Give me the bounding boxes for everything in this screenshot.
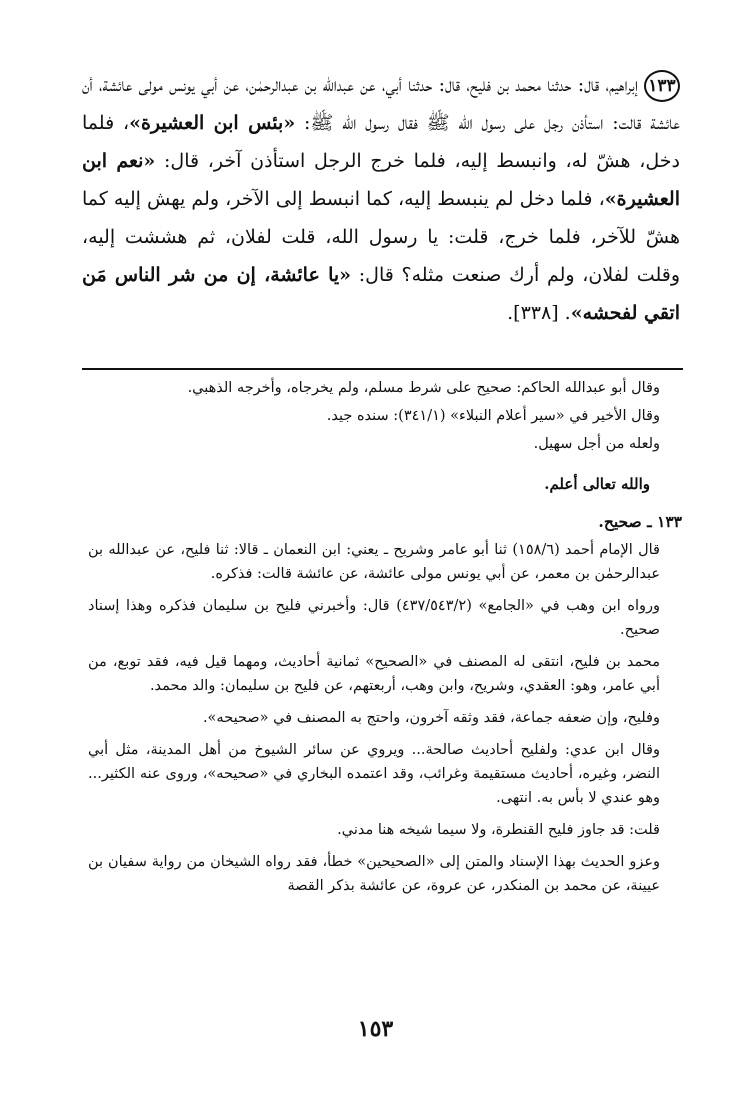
footnote-paragraph: قلت: قد جاوز فليح القنطرة، ولا سيما شيخه هنا مدني. bbox=[337, 822, 660, 838]
hadith-number-badge: ١٣٣ bbox=[644, 70, 680, 102]
hadith-quote-2: «نعم ابن العشيرة» bbox=[82, 150, 680, 210]
footnote-paragraph: وقال ابن عدي: ولفليح أحاديث صالحة... ويروي عن سائر الشيوخ من أهل المدينة، مثل أبي النضر، وغيره، أحاديث مستقيمة وغرائب، وقد اعتمده البخاري في «صحيحه»، وروى عنه الكثير... وهو عندي لا بأس به. انتهى. bbox=[88, 742, 660, 806]
footnote-paragraph: وعزو الحديث بهذا الإسناد والمتن إلى «الصحيحين» خطأ، فقد رواه الشيخان من رواية سفيان بن عيينة، عن محمد بن المنكدر، عن عروة، عن عائشة بذكر القصة bbox=[88, 854, 660, 894]
footnote-paragraph: وقال أبو عبدالله الحاكم: صحيح على شرط مسلم، ولم يخرجاه، وأخرجه الذهبي. bbox=[187, 380, 660, 396]
footnote-divider bbox=[82, 368, 683, 370]
hadith-text bbox=[82, 66, 680, 332]
hadith-segment-1: إبراهيم، قال: حدثنا محمد بن فليح، قال: حدثنا أبي، عن عبدالله بن عبدالرحمٰن، عن أبي يونس مولى عائشة، أن عائشة قالت: استأذن رجل على رسول الله ﷺ فقال رسول الله ﷺ: bbox=[82, 74, 680, 134]
page-number: ١٥٣ bbox=[357, 1016, 394, 1042]
section-heading: ١٣٣ ـ صحيح. bbox=[598, 512, 682, 531]
footnotes bbox=[88, 376, 682, 902]
closing-phrase: والله تعالى أعلم. bbox=[544, 475, 650, 493]
footnote-paragraph: ورواه ابن وهب في «الجامع» (٤٣٧/٥٤٣/٢) قال: وأخبرني فليح بن سليمان فذكره وهذا إسناد صحيح. bbox=[88, 598, 660, 638]
footnote-paragraph: وفليح، وإن ضعفه جماعة، فقد وثقه آخرون، واحتج به المصنف في «صحيحه». bbox=[202, 710, 660, 726]
footnote-paragraph: محمد بن فليح، انتقى له المصنف في «الصحيح» ثمانية أحاديث، ومهما قيل فيه، فقد توبع، من أبي عامر، وهو: العقدي، وشريح، وابن وهب، أربعتهم، عن فليح بن سليمان: والد محمد. bbox=[88, 654, 660, 694]
footnote-paragraph: قال الإمام أحمد (١٥٨/٦) ثنا أبو عامر وشريح ـ يعني: ابن النعمان ـ قالا: ثنا فليح، عن عبدالله بن عبدالرحمٰن بن معمر، عن أبي يونس مولى عائشة، عن عائشة قالت: فذكره. bbox=[88, 542, 660, 582]
hadith-quote-3: «يا عائشة، إن من شر الناس مَن اتقي لفحشه» bbox=[82, 264, 680, 324]
hadith-segment-4: . [٣٣٨]. bbox=[507, 302, 571, 324]
hadith-quote-1: «بئس ابن العشيرة» bbox=[129, 112, 296, 134]
footnote-paragraph: وقال الأخير في «سير أعلام النبلاء» (٣٤١/١): سنده جيد. bbox=[326, 408, 660, 424]
footnote-paragraph: ولعله من أجل سهيل. bbox=[533, 436, 660, 452]
hadith-segment-3: ، فلما دخل لم ينبسط إليه، كما انبسط إلى الآخر، ولم يهش إليه كما هشّ للآخر، فلما خرج، قلت: يا رسول الله، قلت لفلان، ثم هششت إليه، وقلت لفلان، ولم أرك صنعت مثله؟ قال: bbox=[82, 188, 680, 286]
hadith-segment-2: ، فلما دخل، هشّ له، وانبسط إليه، فلما خرج الرجل استأذن آخر، قال: bbox=[82, 112, 680, 172]
